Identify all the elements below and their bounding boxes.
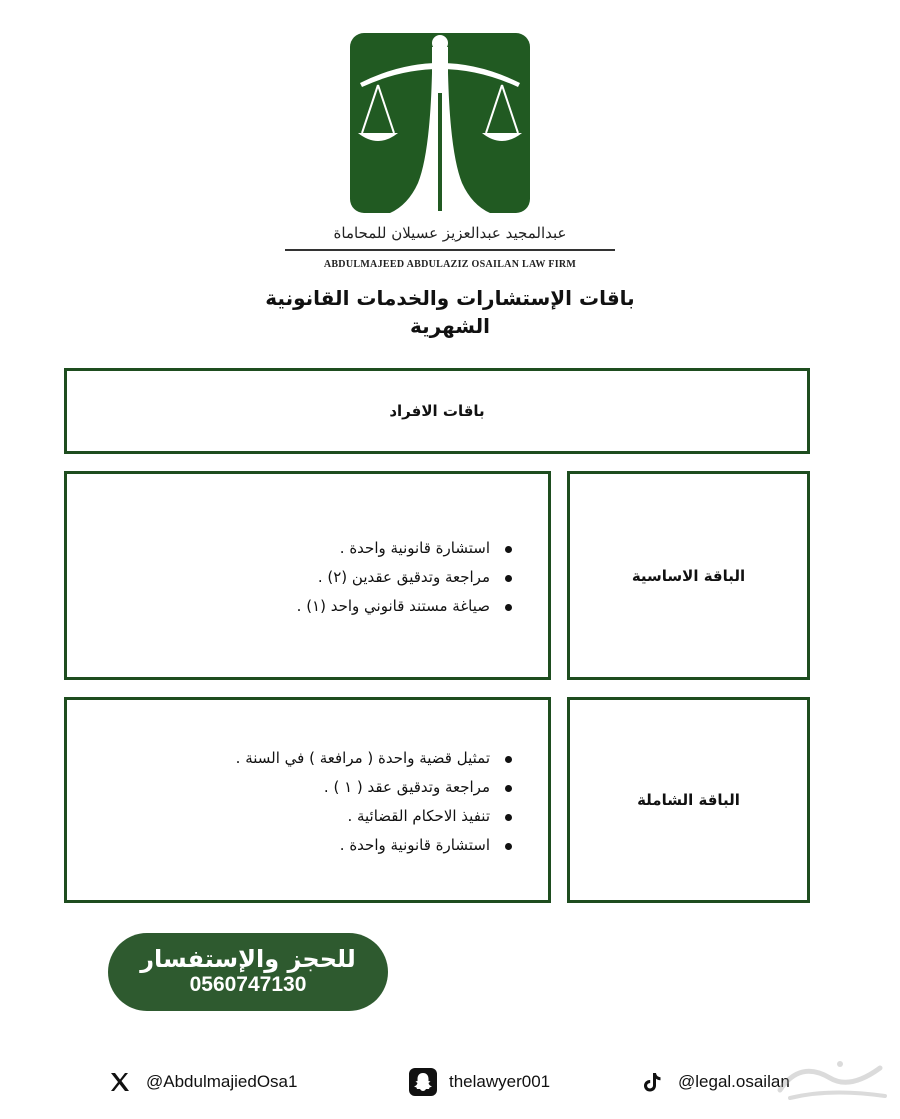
page-title-line2: الشهرية — [410, 314, 490, 338]
social-handle: thelawyer001 — [449, 1072, 551, 1091]
social-snapchat[interactable] — [409, 1068, 550, 1096]
list-item: مراجعة وتدقيق عقد ( ١ ) . — [236, 773, 518, 802]
divider — [285, 249, 615, 251]
package-features-basic — [64, 471, 551, 680]
watermark-logo — [770, 1050, 894, 1108]
booking-cta-button[interactable] — [108, 933, 388, 1011]
social-x[interactable] — [106, 1068, 297, 1096]
tiktok-icon — [638, 1068, 666, 1096]
social-tiktok[interactable] — [638, 1068, 790, 1096]
social-handle: @legal.osailan — [678, 1072, 790, 1091]
page-title-line1: باقات الإستشارات والخدمات القانونية — [265, 286, 635, 310]
cta-label: للحجز والإستفسار — [140, 945, 356, 973]
firm-name-english: ABDULMAJEED ABDULAZIZ OSAILAN LAW FIRM — [323, 259, 577, 270]
page-title — [180, 284, 720, 340]
social-handle: @AbdulmajiedOsa1 — [146, 1072, 298, 1091]
list-item: صياغة مستند قانوني واحد (١) . — [297, 592, 518, 621]
snapchat-icon — [409, 1068, 437, 1096]
list-item: استشارة قانونية واحدة . — [297, 534, 518, 563]
package-name-basic: الباقة الاساسية — [567, 471, 810, 680]
x-icon — [106, 1068, 134, 1096]
package-features-comprehensive — [64, 697, 551, 903]
package-name-comprehensive: الباقة الشاملة — [567, 697, 810, 903]
firm-name-arabic: عبدالمجيد عبدالعزيز عسيلان للمحاماة — [333, 224, 567, 242]
list-item: مراجعة وتدقيق عقدين (٢) . — [297, 563, 518, 592]
firm-logo — [350, 33, 530, 213]
list-item: تنفيذ الاحكام القضائية . — [236, 802, 518, 831]
cta-phone: 0560747130 — [189, 973, 307, 996]
list-item: تمثيل قضية واحدة ( مرافعة ) في السنة . — [236, 744, 518, 773]
list-item: استشارة قانونية واحدة . — [236, 831, 518, 860]
section-header-individuals: باقات الافراد — [64, 368, 810, 454]
